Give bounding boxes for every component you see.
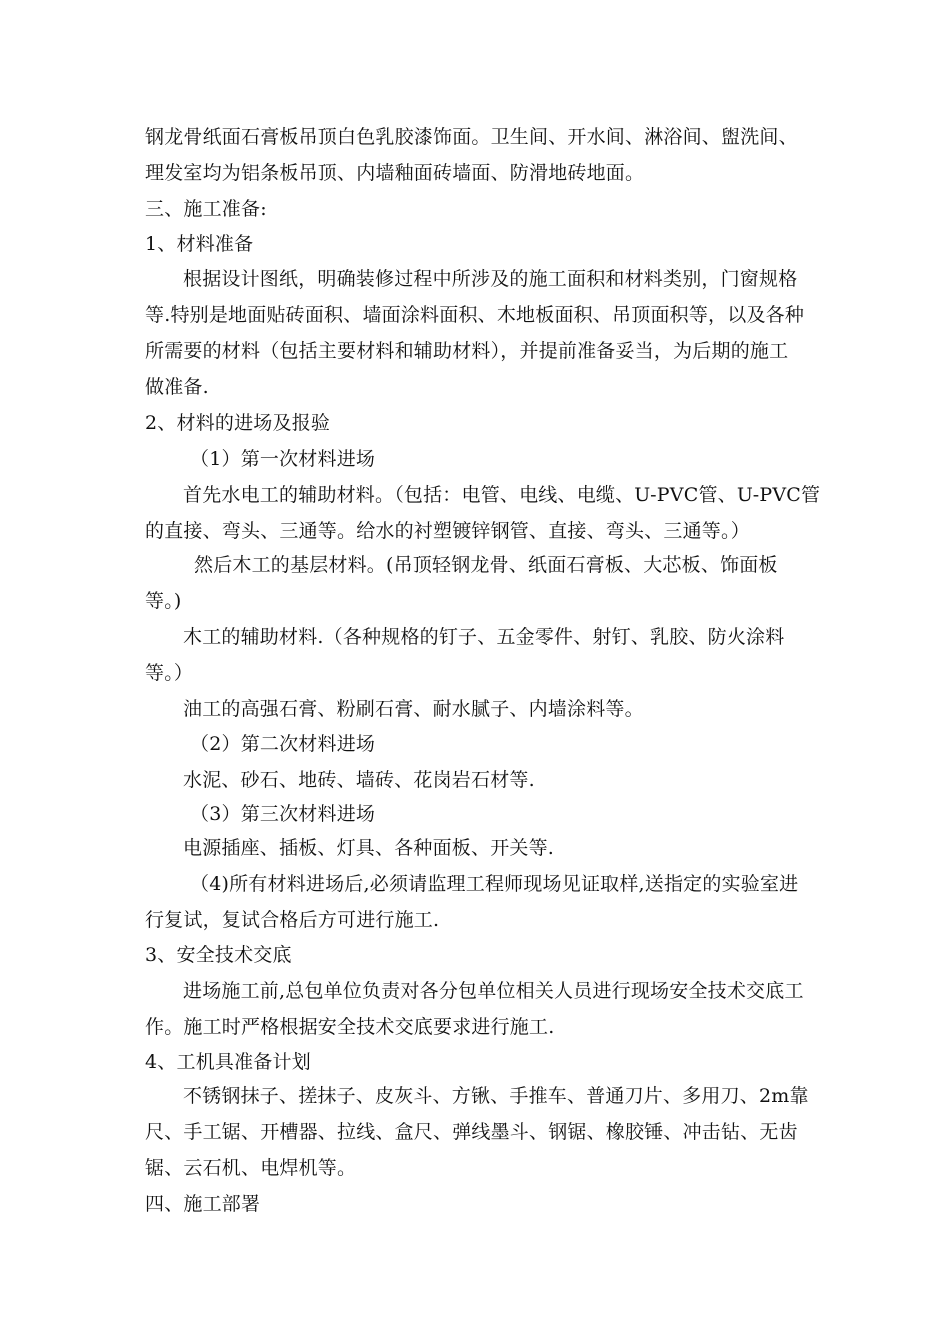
subsection-heading: 2、材料的进场及报验 (145, 412, 331, 434)
subsection-heading: 1、材料准备 (145, 233, 254, 255)
text-line: 所需要的材料（包括主要材料和辅助材料），并提前准备妥当，为后期的施工 (145, 340, 789, 362)
text-line: （4)所有材料进场后,必须请监理工程师现场见证取样,送指定的实验室进 (190, 873, 799, 895)
text-line: 锯、云石机、电焊机等。 (145, 1157, 357, 1179)
subsection-heading: 4、工机具准备计划 (145, 1051, 311, 1073)
text-line: 等。) (145, 590, 182, 612)
text-line: 作。施工时严格根据安全技术交底要求进行施工. (145, 1016, 555, 1038)
text-line: 电源插座、插板、灯具、各种面板、开关等. (183, 837, 555, 859)
text-line: 等。） (145, 662, 194, 684)
item-heading: （3）第三次材料进场 (190, 803, 376, 825)
text-line: 油工的高强石膏、粉刷石膏、耐水腻子、内墙涂料等。 (183, 698, 644, 720)
text-line: 做准备. (145, 376, 209, 398)
text-line: 钢龙骨纸面石膏板吊顶白色乳胶漆饰面。卫生间、开水间、淋浴间、盥洗间、 (145, 126, 798, 148)
section-heading: 三、施工准备: (145, 198, 267, 220)
text-line: 等.特别是地面贴砖面积、墙面涂料面积、木地板面积、吊顶面积等，以及各种 (145, 304, 805, 326)
text-line: 不锈钢抹子、搓抹子、皮灰斗、方锹、手推车、普通刀片、多用刀、2m靠 (183, 1085, 809, 1107)
text-line: 木工的辅助材料.（各种规格的钉子、五金零件、射钉、乳胶、防火涂料 (183, 626, 785, 648)
text-line: 根据设计图纸，明确装修过程中所涉及的施工面积和材料类别，门窗规格 (183, 268, 798, 290)
text-line: 的直接、弯头、三通等。给水的衬塑镀锌钢管、直接、弯头、三通等。） (145, 520, 750, 542)
text-line: 理发室均为铝条板吊顶、内墙釉面砖墙面、防滑地砖地面。 (145, 162, 645, 184)
item-heading: （1）第一次材料进场 (190, 448, 376, 470)
text-line: 行复试，复试合格后方可进行施工. (145, 909, 440, 931)
section-heading: 四、施工部署 (145, 1193, 261, 1215)
subsection-heading: 3、安全技术交底 (145, 944, 292, 966)
text-line: 水泥、砂石、地砖、墙砖、花岗岩石材等. (183, 769, 535, 791)
item-heading: （2）第二次材料进场 (190, 733, 376, 755)
text-line: 进场施工前,总包单位负责对各分包单位相关人员进行现场安全技术交底工 (183, 980, 804, 1002)
text-line: 然后木工的基层材料。(吊顶轻钢龙骨、纸面石膏板、大芯板、饰面板 (194, 554, 778, 576)
text-line: 尺、手工锯、开槽器、拉线、盒尺、弹线墨斗、钢锯、橡胶锤、冲击钻、无齿 (145, 1121, 798, 1143)
text-line: 首先水电工的辅助材料。（包括：电管、电线、电缆、U-PVC管、U-PVC管 (183, 484, 821, 506)
